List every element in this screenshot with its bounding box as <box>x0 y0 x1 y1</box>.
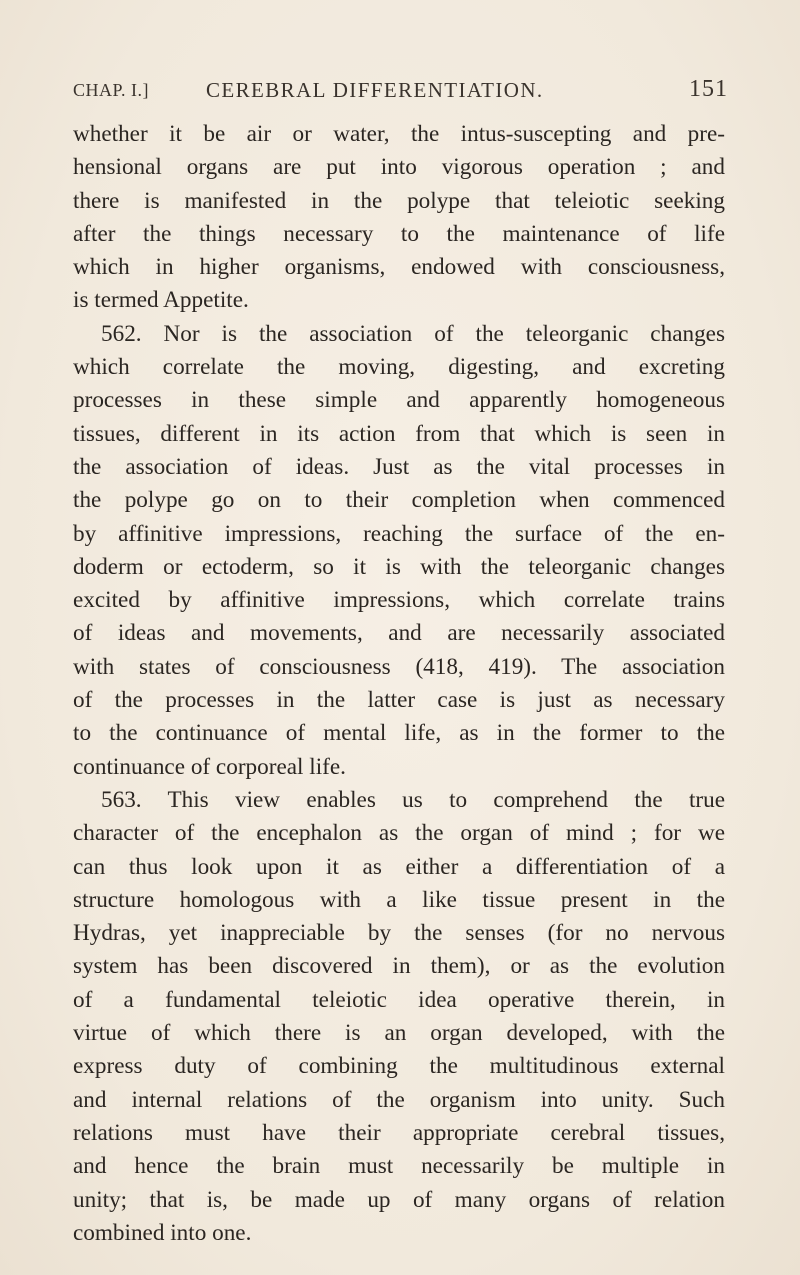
text-line: 562. Nor is the association of the teleorganic changes <box>101 320 725 347</box>
text-line: character of the encephalon as the organ of mind ; for we <box>73 820 725 847</box>
text-line: structure homologous with a like tissue present in the <box>73 886 725 913</box>
text-line: to the continuance of mental life, as in the former to the <box>73 720 725 747</box>
text-line: can thus look upon it as either a differentiation of a <box>73 853 725 880</box>
page-number: 151 <box>689 76 728 102</box>
running-header <box>73 78 728 110</box>
text-line: which in higher organisms, endowed with consciousness, <box>73 254 725 281</box>
text-line: which correlate the moving, digesting, and excreting <box>73 354 725 381</box>
text-line: excited by affinitive impressions, which correlate trains <box>73 587 725 614</box>
text-line: relations must have their appropriate cerebral tissues, <box>73 1119 725 1146</box>
text-line: with states of consciousness (418, 419). The association <box>73 653 725 680</box>
text-line: system has been discovered in them), or as the evolution <box>73 953 725 980</box>
chapter-label: CHAP. I.] <box>73 80 150 100</box>
text-line: doderm or ectoderm, so it is with the teleorganic changes <box>73 553 725 580</box>
text-line: virtue of which there is an organ developed, with the <box>73 1020 725 1047</box>
text-line: hensional organs are put into vigorous operation ; and <box>73 154 725 181</box>
body-text <box>73 118 725 1250</box>
text-line: unity; that is, be made up of many organs of relation <box>73 1186 725 1213</box>
text-line: the association of ideas. Just as the vital processes in <box>73 453 725 480</box>
text-line: continuance of corporeal life. <box>73 753 346 780</box>
text-line: of the processes in the latter case is just as necessary <box>73 687 725 714</box>
text-line: Hydras, yet inappreciable by the senses (for no nervous <box>73 920 725 947</box>
text-line: is termed Appetite. <box>73 287 249 314</box>
text-line: and internal relations of the organism into unity. Such <box>73 1086 725 1113</box>
text-line: and hence the brain must necessarily be multiple in <box>73 1153 725 1180</box>
text-line: of a fundamental teleiotic idea operative therein, in <box>73 986 725 1013</box>
text-line: whether it be air or water, the intus-suscepting and pre- <box>73 121 725 147</box>
text-line: processes in these simple and apparently homogeneous <box>73 387 725 414</box>
text-line: 563. This view enables us to comprehend the true <box>101 786 725 813</box>
chapter-title: CEREBRAL DIFFERENTIATION. <box>206 78 544 102</box>
text-line: express duty of combining the multitudinous external <box>73 1053 725 1080</box>
text-line: by affinitive impressions, reaching the surface of the en- <box>73 520 725 547</box>
text-line: the polype go on to their completion when commenced <box>73 487 725 514</box>
text-line: combined into one. <box>73 1219 252 1246</box>
text-line: of ideas and movements, and are necessarily associated <box>73 620 725 647</box>
text-line: there is manifested in the polype that teleiotic seeking <box>73 187 725 214</box>
text-line: after the things necessary to the maintenance of life <box>73 220 725 247</box>
text-line: tissues, different in its action from that which is seen in <box>73 420 725 447</box>
